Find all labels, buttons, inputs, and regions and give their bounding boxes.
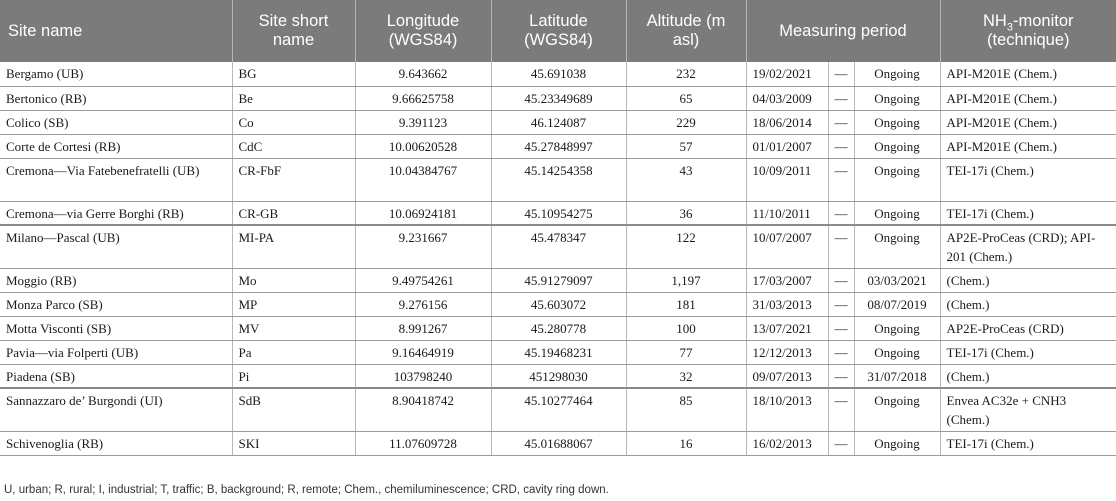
altitude-cell: 1,197 [626,268,746,292]
longitude-cell: 9.231667 [355,225,491,268]
site-name-cell: Motta Visconti (SB) [0,316,232,340]
site-name-cell: Corte de Cortesi (RB) [0,134,232,158]
period-separator-cell: — [828,225,854,268]
altitude-cell: 36 [626,201,746,225]
header-short-name: Site short name [232,0,355,62]
period-end-cell: 31/07/2018 [854,364,940,388]
period-separator-cell: — [828,340,854,364]
period-start-cell: 01/01/2007 [746,134,828,158]
site-name-cell: Bergamo (UB) [0,62,232,86]
header-site-name: Site name [0,0,232,62]
longitude-cell: 9.66625758 [355,86,491,110]
period-separator-cell: — [828,316,854,340]
header-altitude: Altitude (m asl) [626,0,746,62]
period-end-cell: Ongoing [854,62,940,86]
altitude-cell: 77 [626,340,746,364]
latitude-cell: 45.478347 [491,225,626,268]
period-start-cell: 09/07/2013 [746,364,828,388]
period-end-cell: 08/07/2019 [854,292,940,316]
period-separator-cell: — [828,431,854,455]
period-end-cell: Ongoing [854,158,940,201]
latitude-cell: 45.91279097 [491,268,626,292]
table-row [0,110,1116,134]
monitor-cell: API-M201E (Chem.) [940,110,1116,134]
longitude-cell: 10.06924181 [355,201,491,225]
header-longitude: Longitude (WGS84) [355,0,491,62]
table-row [0,364,1116,388]
period-start-cell: 11/10/2011 [746,201,828,225]
header-measuring-period: Measuring period [746,0,940,62]
altitude-cell: 232 [626,62,746,86]
table-row [0,292,1116,316]
latitude-cell: 45.19468231 [491,340,626,364]
header-latitude: Latitude (WGS84) [491,0,626,62]
period-start-cell: 31/03/2013 [746,292,828,316]
period-separator-cell: — [828,364,854,388]
short-name-cell: CR-GB [232,201,355,225]
longitude-cell: 9.276156 [355,292,491,316]
period-separator-cell: — [828,201,854,225]
latitude-cell: 45.603072 [491,292,626,316]
monitor-cell: TEI-17i (Chem.) [940,431,1116,455]
period-start-cell: 16/02/2013 [746,431,828,455]
period-start-cell: 12/12/2013 [746,340,828,364]
longitude-cell: 10.00620528 [355,134,491,158]
header-nh3-monitor: $NH_3$-monitor (technique) [940,0,1116,62]
monitor-cell: (Chem.) [940,292,1116,316]
short-name-cell: MP [232,292,355,316]
monitor-cell: TEI-17i (Chem.) [940,340,1116,364]
longitude-cell: 11.07609728 [355,431,491,455]
period-end-cell: Ongoing [854,431,940,455]
short-name-cell: CR-FbF [232,158,355,201]
table-row [0,340,1116,364]
altitude-cell: 122 [626,225,746,268]
period-end-cell: Ongoing [854,340,940,364]
site-name-cell: Bertonico (RB) [0,86,232,110]
period-end-cell: Ongoing [854,86,940,110]
monitor-cell: API-M201E (Chem.) [940,134,1116,158]
period-end-cell: Ongoing [854,201,940,225]
table-row [0,268,1116,292]
short-name-cell: Pi [232,364,355,388]
altitude-cell: 32 [626,364,746,388]
table-row [0,201,1116,225]
latitude-cell: 45.14254358 [491,158,626,201]
latitude-cell: 45.01688067 [491,431,626,455]
table-row [0,388,1116,431]
short-name-cell: SKI [232,431,355,455]
period-separator-cell: — [828,62,854,86]
short-name-cell: Be [232,86,355,110]
short-name-cell: MV [232,316,355,340]
period-end-cell: Ongoing [854,110,940,134]
period-separator-cell: — [828,388,854,431]
monitor-cell: AP2E-ProCeas (CRD) [940,316,1116,340]
site-name-cell: Cremona—via Gerre Borghi (RB) [0,201,232,225]
table-row [0,316,1116,340]
period-start-cell: 13/07/2021 [746,316,828,340]
table-row [0,86,1116,110]
period-separator-cell: — [828,158,854,201]
table-row [0,134,1116,158]
table-row [0,225,1116,268]
altitude-cell: 100 [626,316,746,340]
period-start-cell: 17/03/2007 [746,268,828,292]
site-name-cell: Monza Parco (SB) [0,292,232,316]
period-separator-cell: — [828,268,854,292]
latitude-cell: 46.124087 [491,110,626,134]
site-name-cell: Schivenoglia (RB) [0,431,232,455]
altitude-cell: 16 [626,431,746,455]
period-end-cell: Ongoing [854,388,940,431]
longitude-cell: 8.90418742 [355,388,491,431]
period-start-cell: 10/09/2011 [746,158,828,201]
period-start-cell: 18/06/2014 [746,110,828,134]
period-separator-cell: — [828,292,854,316]
latitude-cell: 45.23349689 [491,86,626,110]
period-start-cell: 04/03/2009 [746,86,828,110]
site-name-cell: Piadena (SB) [0,364,232,388]
period-separator-cell: — [828,134,854,158]
site-name-cell: Sannazzaro de’ Burgondi (UI) [0,388,232,431]
longitude-cell: 9.643662 [355,62,491,86]
site-name-cell: Moggio (RB) [0,268,232,292]
period-start-cell: 18/10/2013 [746,388,828,431]
altitude-cell: 229 [626,110,746,134]
table-footnote: U, urban; R, rural; I, industrial; T, traffic; B, background; R, remote; Chem., chemiluminescence; CRD, cavity ring down. [4,484,609,496]
latitude-cell: 45.10277464 [491,388,626,431]
longitude-cell: 9.391123 [355,110,491,134]
monitor-cell: TEI-17i (Chem.) [940,201,1116,225]
period-separator-cell: — [828,110,854,134]
short-name-cell: CdC [232,134,355,158]
short-name-cell: MI-PA [232,225,355,268]
short-name-cell: Co [232,110,355,134]
altitude-cell: 65 [626,86,746,110]
monitor-cell: TEI-17i (Chem.) [940,158,1116,201]
altitude-cell: 43 [626,158,746,201]
short-name-cell: Mo [232,268,355,292]
period-start-cell: 10/07/2007 [746,225,828,268]
period-separator-cell: — [828,86,854,110]
short-name-cell: Pa [232,340,355,364]
period-end-cell: Ongoing [854,134,940,158]
table-row [0,431,1116,455]
header-row [0,0,1116,62]
monitor-cell: API-M201E (Chem.) [940,86,1116,110]
monitor-cell: (Chem.) [940,268,1116,292]
monitor-cell: Envea AC32e + CNH3 (Chem.) [940,388,1116,431]
altitude-cell: 181 [626,292,746,316]
short-name-cell: SdB [232,388,355,431]
site-name-cell: Cremona—Via Fatebenefratelli (UB) [0,158,232,201]
period-end-cell: Ongoing [854,225,940,268]
altitude-cell: 57 [626,134,746,158]
short-name-cell: BG [232,62,355,86]
longitude-cell: 103798240 [355,364,491,388]
monitor-cell: AP2E-ProCeas (CRD); API-201 (Chem.) [940,225,1116,268]
longitude-cell: 9.16464919 [355,340,491,364]
longitude-cell: 9.49754261 [355,268,491,292]
site-name-cell: Pavia—via Folperti (UB) [0,340,232,364]
longitude-cell: 10.04384767 [355,158,491,201]
site-name-cell: Milano—Pascal (UB) [0,225,232,268]
period-start-cell: 19/02/2021 [746,62,828,86]
period-end-cell: 03/03/2021 [854,268,940,292]
latitude-cell: 45.27848997 [491,134,626,158]
latitude-cell: 45.280778 [491,316,626,340]
altitude-cell: 85 [626,388,746,431]
longitude-cell: 8.991267 [355,316,491,340]
monitor-cell: (Chem.) [940,364,1116,388]
period-end-cell: Ongoing [854,316,940,340]
monitor-cell: API-M201E (Chem.) [940,62,1116,86]
latitude-cell: 45.10954275 [491,201,626,225]
latitude-cell: 45.691038 [491,62,626,86]
table-row [0,158,1116,201]
latitude-cell: 451298030 [491,364,626,388]
site-name-cell: Colico (SB) [0,110,232,134]
table-row [0,62,1116,86]
